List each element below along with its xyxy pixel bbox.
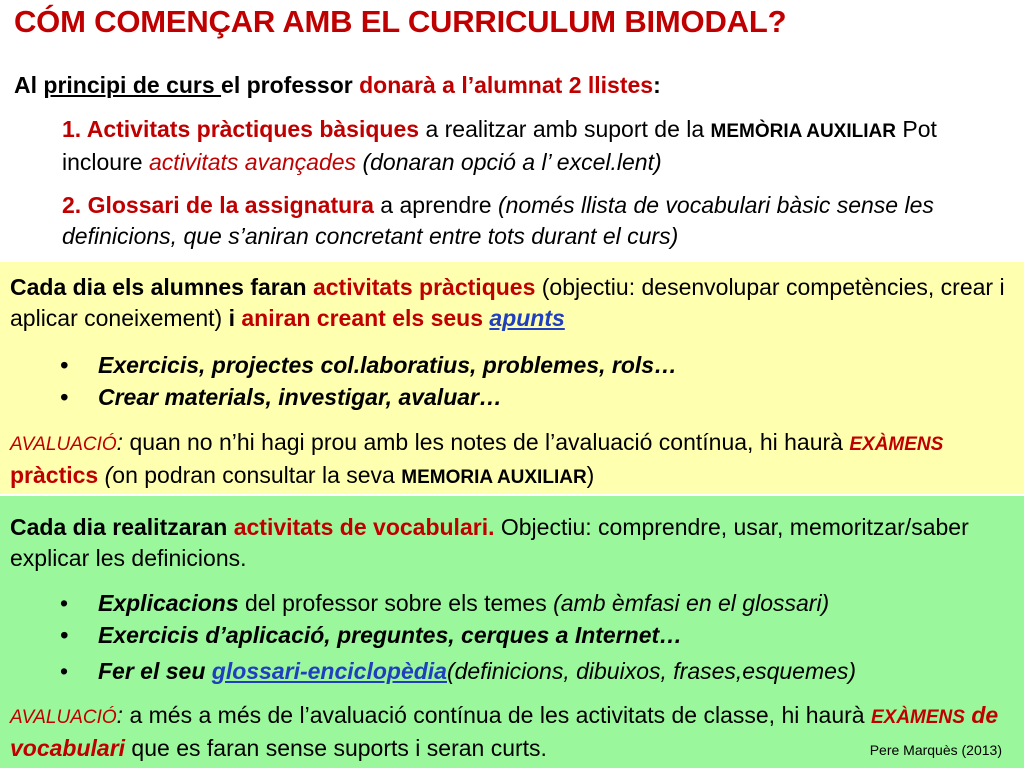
vocabulary-evaluation-note: AVALUACIÓ: a més a més de l’avaluació contínua de les activitats de classe, hi haurà EXÀMENS de vocabulari que es faran sense suports i seran curts. bbox=[10, 702, 999, 761]
list-item: • Explicacions del professor sobre els temes (amb èmfasi en el glossari) bbox=[60, 590, 830, 616]
practical-activities-description: Cada dia els alumnes faran activitats pràctiques (objectiu: desenvolupar competències, crear i aplicar coneixement) i aniran creant els seus apunts bbox=[10, 274, 1005, 331]
apunts-link[interactable]: apunts bbox=[489, 305, 565, 331]
list-item-glossary: 2. Glossari de la assignatura a aprendre (només llista de vocabulari bàsic sense les definicions, que s’aniran concretant entre tots durant el curs) bbox=[62, 192, 934, 249]
list-item-practical-activities: 1. Activitats pràctiques bàsiques a realitzar amb suport de la MEMÒRIA AUXILIAR Pot incloure activitats avançades (donaran opció a l’ excel.lent) bbox=[62, 116, 937, 175]
intro-text: Al principi de curs el professor donarà a l’alumnat 2 llistes: bbox=[14, 72, 661, 98]
practical-evaluation-note: AVALUACIÓ: quan no n’hi hagi prou amb les notes de l’avaluació contínua, hi haurà EXÀMENS pràctics (on podran consultar la seva MEMORIA AUXILIAR) bbox=[10, 429, 944, 488]
list-item: • Crear materials, investigar, avaluar… bbox=[60, 384, 502, 410]
glossary-link[interactable]: glossari-enciclopèdia bbox=[211, 658, 447, 684]
list-item: • Exercicis, projectes col.laboratius, problemes, rols… bbox=[60, 352, 678, 378]
list-item: • Fer el seu glossari-enciclopèdia(definicions, dibuixos, frases,esquemes) bbox=[60, 658, 857, 684]
vocabulary-activities-description: Cada dia realitzaran activitats de vocabulari. Objectiu: comprendre, usar, memoritzar/saber explicar les definicions. bbox=[10, 514, 969, 571]
list-item: • Exercicis d’aplicació, preguntes, cerques a Internet… bbox=[60, 622, 683, 648]
page-title: CÓM COMENÇAR AMB EL CURRICULUM BIMODAL? bbox=[14, 4, 787, 39]
author-credit: Pere Marquès (2013) bbox=[869, 742, 1002, 758]
